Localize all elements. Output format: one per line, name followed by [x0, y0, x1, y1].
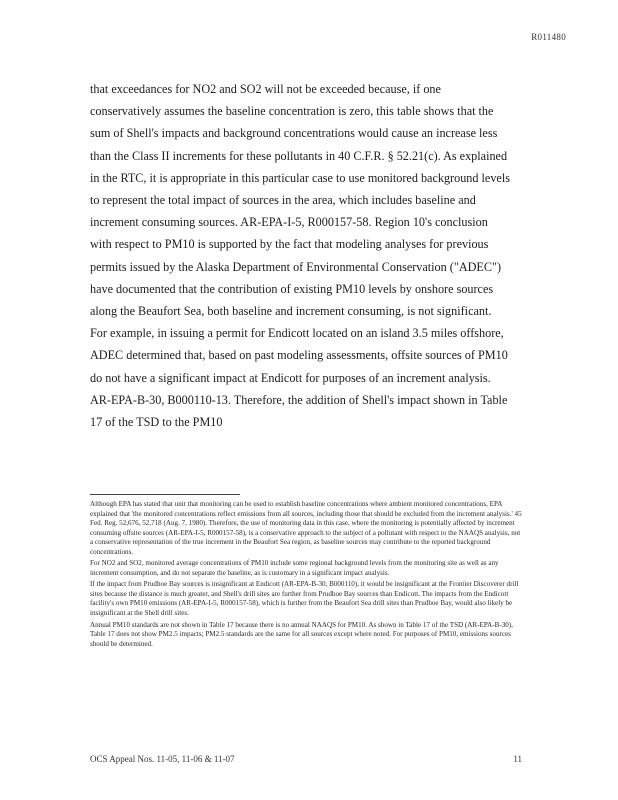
page-number: 11 [513, 754, 522, 764]
footnote-rule [90, 494, 240, 495]
footer-case-caption: OCS Appeal Nos. 11-05, 11-06 & 11-07 [90, 754, 235, 764]
bates-number: R011480 [531, 32, 566, 42]
footnote: If the impact from Prudhoe Bay sources is insignificant at Endicott (AR-EPA-B-30, B000110), it would be insignificant at the Frontier Discoverer drill sites because the distance is much greater, and Shell's drill sites are further from Prudhoe Bay sources than Endicott. The impacts from the Endicott facility's own PM10 emissions (AR-EPA-I-5, R000157-58), which is further from the Beaufort Sea drill sites than Prudhoe Bay, would also likely be insignificant at the Shell drill sites. [90, 580, 519, 618]
footnote: Annual PM10 standards are not shown in Table 17 because there is no annual NAAQS for PM10. As shown in Table 17 of the TSD (AR-EPA-B-30), Table 17 does not show PM2.5 impacts; PM2.5 standards are the same for all sources except where noted. For purposes of PM10, emissions sources should be determined. [90, 620, 513, 648]
footnote: For NO2 and SO2, monitored average concentrations of PM10 include some regional background levels from the monitoring site as well as any increment consumption, and do not separate the baseline, as is customary in a significant impact analysis. [90, 559, 499, 577]
footnotes [90, 500, 524, 651]
paragraph-text: that exceedances for NO2 and SO2 will not be exceeded because, if one conservatively assumes the baseline concentration is zero, this table shows that the sum of Shell's impacts and background concentrations would cause an increase less than the Class II increments for these pollutants in 40 C.F.R. § 52.21(c). As explained in the RTC, it is appropriate in this particular case to use monitored background levels to represent the total impact of sources in the area, which includes baseline and increment consuming sources. AR-EPA-I-5, R000157-58. Region 10's conclusion with respect to PM10 is supported by the fact that modeling analyses for previous permits issued by the Alaska Department of Environmental Conservation ("ADEC") have documented that the contribution of existing PM10 levels by onshore sources along the Beaufort Sea, both baseline and increment consuming, is not significant. For example, in issuing a permit for Endicott located on an island 3.5 miles offshore, ADEC determined that, based on past modeling assessments, offsite sources of PM10 do not have a significant impact at Endicott for purposes of an increment analysis. AR-EPA-B-30, B000110-13. Therefore, the addition of Shell's impact shown in Table 17 of the TSD to the PM10 [90, 82, 510, 430]
main-paragraph [90, 78, 510, 433]
footnote: Although EPA has stated that unit that monitoring can be used to establish baseline concentrations where ambient monitored concentrations, EPA explained that 'the monitored concentrations reflect emissions from all sources, including those that should be excluded from the increment analysis.' 45 Fed. Reg. 52,676, 52,718 (Aug. 7, 1980). Therefore, the use of monitoring data in this case, where the monitoring is potentially affected by increment consuming offsite sources (AR-EPA-I-5, R000157-58), is a conservative approach to the subject of a pollutant with respect to the NAAQS analysis, not a conservative representation of the true increment in the Beaufort Sea region, as baseline sources may contribute to the reported background concentrations. [90, 500, 522, 556]
